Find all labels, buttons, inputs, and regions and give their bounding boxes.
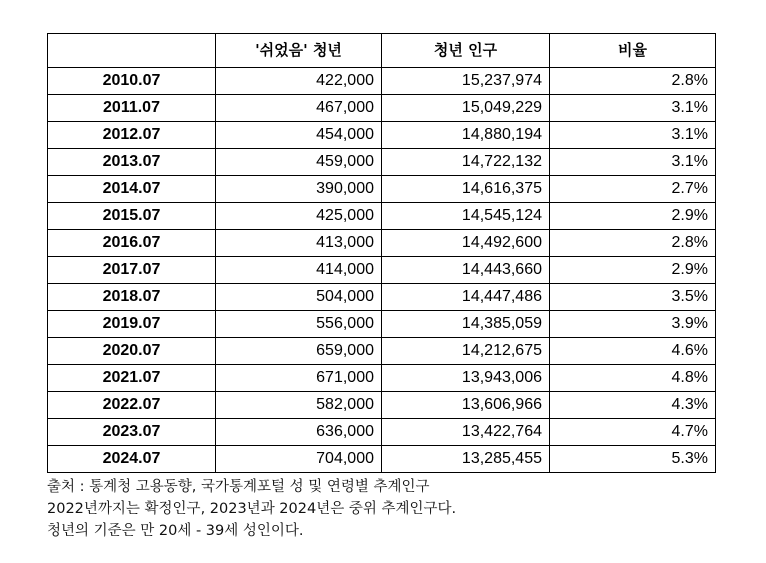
cell-resting-youth: 390,000 (216, 176, 382, 203)
cell-youth-population: 14,447,486 (382, 284, 550, 311)
header-year (48, 34, 216, 68)
table-row (48, 446, 716, 473)
cell-year: 2024.07 (48, 446, 216, 473)
table-row (48, 95, 716, 122)
cell-youth-population: 14,545,124 (382, 203, 550, 230)
youth-statistics-table (47, 33, 716, 473)
header-resting-youth: '쉬었음' 청년 (216, 34, 382, 68)
cell-resting-youth: 659,000 (216, 338, 382, 365)
table-body (48, 68, 716, 473)
cell-ratio: 5.3% (550, 446, 716, 473)
cell-resting-youth: 467,000 (216, 95, 382, 122)
cell-year: 2017.07 (48, 257, 216, 284)
cell-youth-population: 14,880,194 (382, 122, 550, 149)
table-row (48, 419, 716, 446)
table-row (48, 311, 716, 338)
cell-resting-youth: 414,000 (216, 257, 382, 284)
cell-ratio: 4.3% (550, 392, 716, 419)
cell-ratio: 3.1% (550, 95, 716, 122)
cell-resting-youth: 671,000 (216, 365, 382, 392)
cell-ratio: 3.9% (550, 311, 716, 338)
cell-youth-population: 15,237,974 (382, 68, 550, 95)
table-row (48, 392, 716, 419)
cell-youth-population: 14,212,675 (382, 338, 550, 365)
cell-youth-population: 14,492,600 (382, 230, 550, 257)
table-row (48, 176, 716, 203)
cell-year: 2011.07 (48, 95, 216, 122)
cell-ratio: 3.5% (550, 284, 716, 311)
cell-year: 2010.07 (48, 68, 216, 95)
table-row (48, 122, 716, 149)
cell-ratio: 2.9% (550, 203, 716, 230)
source-note: 출처 : 통계청 고용동향, 국가통계포털 성 및 연령별 추계인구 (47, 479, 430, 495)
header-row (48, 34, 716, 68)
cell-youth-population: 14,385,059 (382, 311, 550, 338)
cell-year: 2023.07 (48, 419, 216, 446)
table-row (48, 203, 716, 230)
cell-youth-population: 14,443,660 (382, 257, 550, 284)
cell-year: 2021.07 (48, 365, 216, 392)
cell-youth-population: 14,722,132 (382, 149, 550, 176)
cell-ratio: 4.7% (550, 419, 716, 446)
cell-year: 2018.07 (48, 284, 216, 311)
cell-year: 2019.07 (48, 311, 216, 338)
cell-ratio: 2.8% (550, 230, 716, 257)
cell-year: 2020.07 (48, 338, 216, 365)
population-note: 2022년까지는 확정인구, 2023년과 2024년은 중위 추계인구다. (47, 501, 457, 517)
cell-ratio: 2.9% (550, 257, 716, 284)
cell-resting-youth: 425,000 (216, 203, 382, 230)
cell-resting-youth: 636,000 (216, 419, 382, 446)
cell-year: 2013.07 (48, 149, 216, 176)
cell-resting-youth: 454,000 (216, 122, 382, 149)
cell-ratio: 4.8% (550, 365, 716, 392)
cell-resting-youth: 504,000 (216, 284, 382, 311)
table-row (48, 68, 716, 95)
cell-year: 2016.07 (48, 230, 216, 257)
cell-resting-youth: 556,000 (216, 311, 382, 338)
cell-youth-population: 13,422,764 (382, 419, 550, 446)
cell-ratio: 4.6% (550, 338, 716, 365)
youth-definition-note: 청년의 기준은 만 20세 - 39세 성인이다. (47, 523, 304, 539)
cell-youth-population: 13,285,455 (382, 446, 550, 473)
cell-youth-population: 14,616,375 (382, 176, 550, 203)
cell-year: 2014.07 (48, 176, 216, 203)
footnotes (47, 476, 747, 542)
cell-youth-population: 13,943,006 (382, 365, 550, 392)
table-row (48, 365, 716, 392)
cell-year: 2022.07 (48, 392, 216, 419)
table-row (48, 338, 716, 365)
table-row (48, 230, 716, 257)
cell-resting-youth: 422,000 (216, 68, 382, 95)
cell-ratio: 3.1% (550, 149, 716, 176)
cell-ratio: 2.8% (550, 68, 716, 95)
header-youth-population: 청년 인구 (382, 34, 550, 68)
cell-year: 2015.07 (48, 203, 216, 230)
table-row (48, 257, 716, 284)
cell-resting-youth: 459,000 (216, 149, 382, 176)
cell-youth-population: 15,049,229 (382, 95, 550, 122)
table-header (48, 34, 716, 68)
cell-ratio: 3.1% (550, 122, 716, 149)
cell-resting-youth: 582,000 (216, 392, 382, 419)
cell-year: 2012.07 (48, 122, 216, 149)
table-row (48, 284, 716, 311)
header-ratio: 비율 (550, 34, 716, 68)
cell-youth-population: 13,606,966 (382, 392, 550, 419)
cell-resting-youth: 704,000 (216, 446, 382, 473)
table-row (48, 149, 716, 176)
cell-resting-youth: 413,000 (216, 230, 382, 257)
cell-ratio: 2.7% (550, 176, 716, 203)
